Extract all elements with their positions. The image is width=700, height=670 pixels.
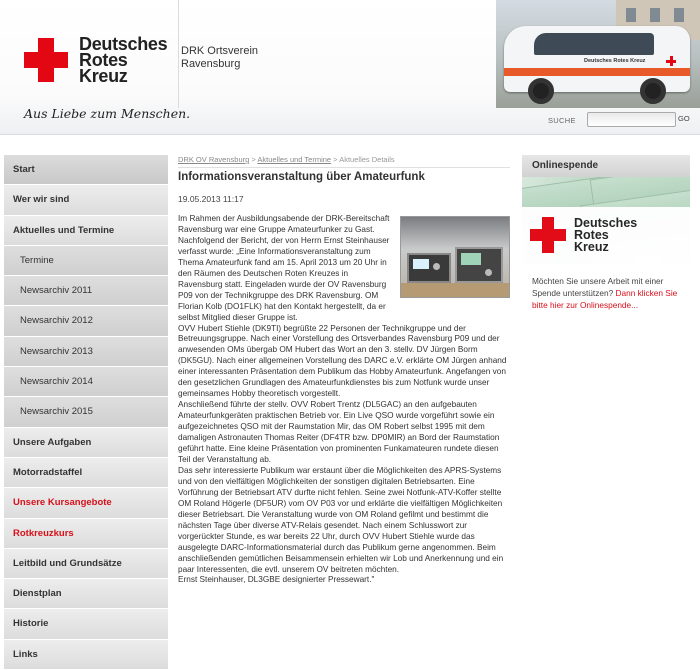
donation-question: Möchten Sie unsere Arbeit mit einer Spende unterstützen? bbox=[532, 276, 664, 298]
nav-item-termine[interactable]: Termine bbox=[4, 246, 168, 276]
search-label: SUCHE bbox=[548, 116, 576, 125]
red-cross-logo-icon[interactable] bbox=[24, 38, 68, 82]
nav-item-newsarchiv-2012[interactable]: Newsarchiv 2012 bbox=[4, 306, 168, 336]
article-paragraph: OVV Hubert Stiehle (DK9TI) begrüßte 22 Personen der Technikgruppe und der Betreuungsgruppe. Nach einer Vorstellung des Ortsverbandes Ravensburg P09 und der anwesenden OMs übergab OM Hubert das Wort an den 3. stellv. DV Jürgen Borm (DK5GU). Nach einer allgemeinen Vorstellung des DARC e.V. erklärte OM Jürgen anhand einer interessanten Präsentation dem Publikum das Hobby Amateurfunk. Angefangen von den gesetzlichen Grundlagen des Amateurfunkdienstes bis zum Notfunk wurde unser gemeinsames Hobby theoretisch vorgestellt. bbox=[178, 323, 507, 399]
search-go-button[interactable]: GO bbox=[678, 114, 690, 123]
donation-box bbox=[522, 155, 690, 311]
article-title: Informationsveranstaltung über Amateurfunk bbox=[178, 171, 425, 183]
ambulance-photo: Deutsches Rotes Kreuz bbox=[496, 0, 700, 108]
nav-item-unsere-aufgaben[interactable]: Unsere Aufgaben bbox=[4, 428, 168, 458]
header-divider bbox=[178, 0, 179, 108]
breadcrumb-separator: > bbox=[331, 155, 340, 164]
donation-text bbox=[522, 264, 690, 311]
article-paragraph: Im Rahmen der Ausbildungsabende der DRK-Bereitschaft Ravensburg war eine Gruppe Amateurfunker zu Gast. Nachfolgend der Bericht, der von Herrn Ernst Steinhauser verfasst wurde: „Eine Informationsveranstaltung zum Thema Amateurfunk fand am 15. April 2013 um 20 Uhr in den Räumen des Deutschen Roten Kreuzes in Ravensburg statt. Eingeladen wurde der OV Ravensburg P09 von der Technikgruppe des DRK Ravensburg. OM Florian Kolb (DO1FLK) hat den Kontakt hergestellt, da er selbst Mitglied dieser Gruppe ist. bbox=[178, 214, 390, 322]
donation-banner[interactable] bbox=[522, 177, 690, 264]
nav-item-dienstplan[interactable]: Dienstplan bbox=[4, 579, 168, 609]
article-date: 19.05.2013 11:17 bbox=[178, 194, 244, 204]
breadcrumb-link-home[interactable]: DRK OV Ravensburg bbox=[178, 155, 250, 164]
nav-item-newsarchiv-2015[interactable]: Newsarchiv 2015 bbox=[4, 397, 168, 427]
nav-item-leitbild-und-grundsaetze[interactable]: Leitbild und Grundsätze bbox=[4, 549, 168, 579]
article-paragraph: Das sehr interessierte Publikum war erstaunt über die Möglichkeiten des APRS-Systems und von den vielfältigen Möglichkeiten der sonstigen digitalen Betriebsarten. Eine Vorführung der Betriebsart ATV durfte nicht fehlen. Seine zwei Notfunk-ATV-Koffer stellte OM Roland Högerle (DF5UR) vom OV P03 vor und erklärte die vielfältigen Möglichkeiten dieser Betriebsart. Die Veranstaltung wurde von OM Roland gefilmt und bestimmt die nächsten Tage über diverse ATV-Relais gesendet. Nach einem Schlusswort zur vorgerückter Stunde, es war bereits 22 Uhr, durch OVV Hubert Stiehle wurde das ausgelegte DARC-Informationsmaterial durch das Publikum gerne angenommen. Beim anschließenden gemütlichen Beisammensein erhielten wir Lob und Anerkennung und ein paar Interessenten, die evtl. unserem OV beitreten möchten. bbox=[178, 465, 504, 574]
nav-item-unsere-kursangebote[interactable]: Unsere Kursangebote bbox=[4, 488, 168, 518]
nav-item-newsarchiv-2014[interactable]: Newsarchiv 2014 bbox=[4, 367, 168, 397]
nav-item-historie[interactable]: Historie bbox=[4, 609, 168, 639]
main-navigation bbox=[4, 155, 168, 670]
nav-item-newsarchiv-2013[interactable]: Newsarchiv 2013 bbox=[4, 337, 168, 367]
org-name: DRK Ortsverein Ravensburg bbox=[181, 45, 259, 70]
nav-item-motorradstaffel[interactable]: Motorradstaffel bbox=[4, 458, 168, 488]
nav-item-start[interactable]: Start bbox=[4, 155, 168, 185]
nav-item-rotkreuzkurs[interactable]: Rotkreuzkurs bbox=[4, 519, 168, 549]
breadcrumb bbox=[178, 155, 510, 164]
search-input[interactable] bbox=[587, 112, 676, 127]
breadcrumb-link-aktuelles[interactable]: Aktuelles und Termine bbox=[257, 155, 332, 164]
nav-item-links[interactable]: Links bbox=[4, 640, 168, 670]
donation-link[interactable]: Dann klicken Sie bitte hier zur Onlinespende bbox=[532, 288, 678, 310]
article-signature: Ernst Steinhauser, DL3GBE designierter Pressewart." bbox=[178, 575, 375, 585]
site-header bbox=[0, 0, 700, 135]
amateur-radio-photo[interactable] bbox=[400, 216, 510, 298]
article-paragraph: Anschließend führte der stellv. OVV Robert Trentz (DL5GAC) an den aufgebauten Amateurfunkgeräten praktischen Betrieb vor. Ein Live QSO wurde vorgeführt sowie ein aufgezeichnetes QSO mit der Raumstation Mir, das OM Robert selbst 1995 mit dem damaligen Astronauten Thomas Reiter (DF4TR bzw. DP0MIR) an Bord der Raumstation geführt hatte. Eine kleine Präsentation von prominenten Funkamateuren rundete diesen Teil der Veranstaltung ab. bbox=[178, 400, 500, 464]
nav-item-aktuelles-und-termine[interactable]: Aktuelles und Termine bbox=[4, 216, 168, 246]
breadcrumb-divider bbox=[178, 167, 510, 168]
article-body bbox=[178, 214, 510, 586]
breadcrumb-separator: > bbox=[249, 155, 258, 164]
donation-link-ellipsis[interactable]: ... bbox=[631, 300, 639, 310]
breadcrumb-current: Aktuelles Details bbox=[339, 155, 395, 164]
red-cross-icon bbox=[530, 217, 566, 253]
slogan: Aus Liebe zum Menschen. bbox=[24, 106, 191, 121]
donation-heading: Onlinespende bbox=[522, 155, 690, 177]
nav-item-newsarchiv-2011[interactable]: Newsarchiv 2011 bbox=[4, 276, 168, 306]
main-content bbox=[178, 155, 510, 585]
logo-wordmark[interactable]: Deutsches Rotes Kreuz bbox=[79, 34, 168, 86]
donation-logo-wordmark: Deutsches Rotes Kreuz bbox=[574, 216, 638, 254]
nav-item-wer-wir-sind[interactable]: Wer wir sind bbox=[4, 185, 168, 215]
